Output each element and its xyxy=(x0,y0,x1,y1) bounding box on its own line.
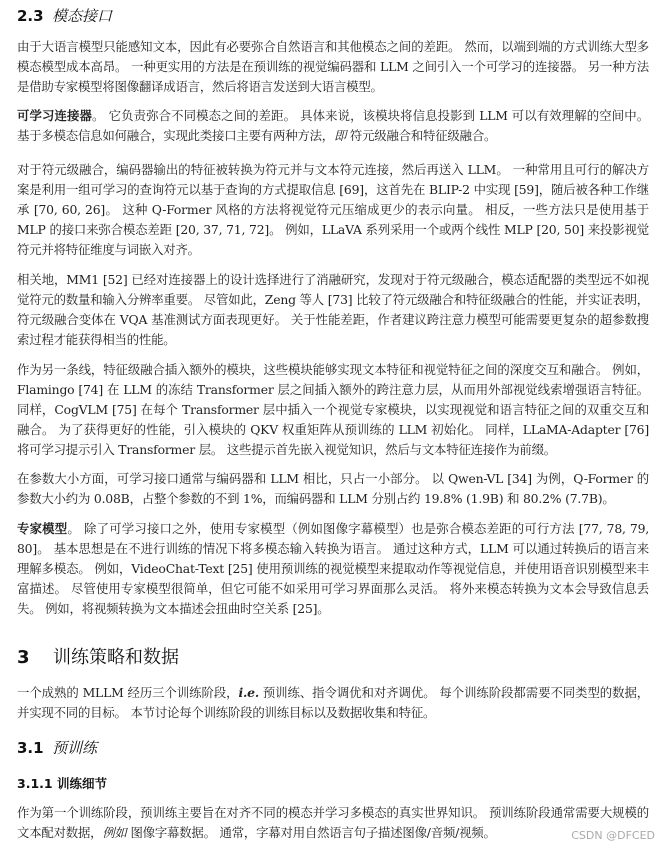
text-run: 符元级融合和特征级融合。 xyxy=(346,128,497,143)
section-number: 2.3 xyxy=(17,7,44,25)
section-heading-3 xyxy=(17,643,179,669)
section-heading-3-1-1 xyxy=(17,774,107,792)
paragraph xyxy=(17,683,649,723)
section-heading-2-3 xyxy=(17,5,112,26)
section-title: 模态接口 xyxy=(52,7,113,25)
text-run: 。 它负责弥合不同模态之间的差距。 具体来说，该模块将信息投影到 LLM 可以有效理解的空间中。 基于多模态信息如何融合，实现此类接口主要有两种方法， xyxy=(17,108,649,143)
text-run: 一个成熟的 MLLM 经历三个训练阶段， xyxy=(17,685,239,700)
paragraph xyxy=(17,160,649,260)
watermark: CSDN @DFCED xyxy=(571,829,655,842)
text-run: 作为第一个训练阶段，预训练主要旨在对齐不同的模态并学习多模态的真实世界知识。 预训练阶段通常需要大规模的文本配对数据， xyxy=(17,805,649,840)
paragraph xyxy=(17,270,649,350)
bold-term: 专家模型 xyxy=(17,521,68,536)
italic-term: 例如 xyxy=(102,825,127,840)
text-run: 相关地，MM1 [52] 已经对连接器上的设计选择进行了消融研究，发现对于符元级融合，模态适配器的类型远不如视觉符元的数量和输入分辨率重要。 尽管如此，Zeng 等人 [73] 比较了符元级融合和特征级融合的性能，并实证表明，符元级融合变体在 VQA 基准测试方面表现更好。 关于性能差距，作者建议跨注意力模型可能需要更复杂的超参数搜索过程才能获得相当的性能。 xyxy=(17,272,649,347)
text-run: 。 除了可学习接口之外，使用专家模型（例如图像字幕模型）也是弥合模态差距的可行方法 [77, 78, 79, 80]。 基本思想是在不进行训练的情况下将多模态输入转换为语言。 通过这种方式，LLM 可以通过转换后的语言来理解多模态。 例如，VideoChat-Text [25] 使用预训练的视觉模型来提取动作等视觉信息，并使用语音识别模型来丰富描述。 尽管使用专家模型很简单，但它可能不如采用可学习界面那么灵活。 将外来模态转换为文本会导致信息丢失。 例如，将视频转换为文本描述会扭曲时空关系 [25]。 xyxy=(17,521,650,616)
section-title: 训练细节 xyxy=(57,776,108,791)
paragraph xyxy=(17,803,649,843)
paragraph xyxy=(17,469,649,509)
text-run: 在参数大小方面，可学习接口通常与编码器和 LLM 相比，只占一小部分。 以 Qwen-VL [34] 为例，Q-Former 的参数大小约为 0.08B，占整个参数的不到 1%，而编码器和 LLM 分别占约 19.8% (1.9B) 和 80.2% (7.7B)。 xyxy=(17,471,649,506)
section-number: 3.1.1 xyxy=(17,776,53,791)
bold-term: 可学习连接器 xyxy=(17,108,93,123)
text-run: 作为另一条线，特征级融合插入额外的模块，这些模块能够实现文本特征和视觉特征之间的深度交互和融合。 例如，Flamingo [74] 在 LLM 的冻结 Transformer 层之间插入额外的跨注意力层，从而用外部视觉线索增强语言特征。 同样，CogVLM [75] 在每个 Transformer 层中插入一个视觉专家模块，以实现视觉和语言特征之间的双重交互和融合。 为了获得更好的性能，引入模块的 QKV 权重矩阵从预训练的 LLM 初始化。 同样，LLaMA-Adapter [76] 将可学习提示引入 Transformer 层。 这些提示首先嵌入视觉知识，然后与文本特征连接作为前缀。 xyxy=(17,362,649,457)
paragraph xyxy=(17,106,649,146)
text-run: 对于符元级融合，编码器输出的特征被转换为符元并与文本符元连接，然后再送入 LLM。 一种常用且可行的解决方案是利用一组可学习的查询符元以基于查询的方式提取信息 [69]，这首先在 BLIP-2 中实现 [59]，随后被各种工作继承 [70, 60, 26]。 这种 Q-Former 风格的方法将视觉符元压缩成更少的表示向量。 相反，一些方法只是使用基于 MLP 的接口来弥合模态差距 [20, 37, 71, 72]。 例如，LLaVA 系列采用一个或两个线性 MLP [20, 50] 来投影视觉符元并将特征维度与词嵌入对齐。 xyxy=(17,162,649,257)
section-title: 预训练 xyxy=(52,739,98,757)
paragraph xyxy=(17,37,649,97)
text-run: 由于大语言模型只能感知文本，因此有必要弥合自然语言和其他模态之间的差距。 然而，以端到端的方式训练大型多模态模型成本高昂。 一种更实用的方法是在预训练的视觉编码器和 LLM 之间引入一个可学习的连接器。 另一种方法是借助专家模型将图像翻译成语言，然后将语言发送到大语言模型。 xyxy=(17,39,649,94)
text-run: 图像字幕数据。 通常，字幕对用自然语言句子描述图像/音频/视频。 xyxy=(126,825,496,840)
bold-term: i.e. xyxy=(238,685,259,700)
section-heading-3-1 xyxy=(17,737,97,758)
section-number: 3.1 xyxy=(17,739,44,757)
paragraph xyxy=(17,519,649,619)
text-run: 预训练、指令调优和对齐调优。 每个训练阶段都需要不同类型的数据，并实现不同的目标。 本节讨论每个训练阶段的训练目标以及数据收集和特征。 xyxy=(17,685,649,720)
section-number: 3 xyxy=(17,647,30,668)
section-title: 训练策略和数据 xyxy=(53,647,179,668)
paragraph xyxy=(17,360,649,460)
italic-term: 即 xyxy=(333,128,347,143)
